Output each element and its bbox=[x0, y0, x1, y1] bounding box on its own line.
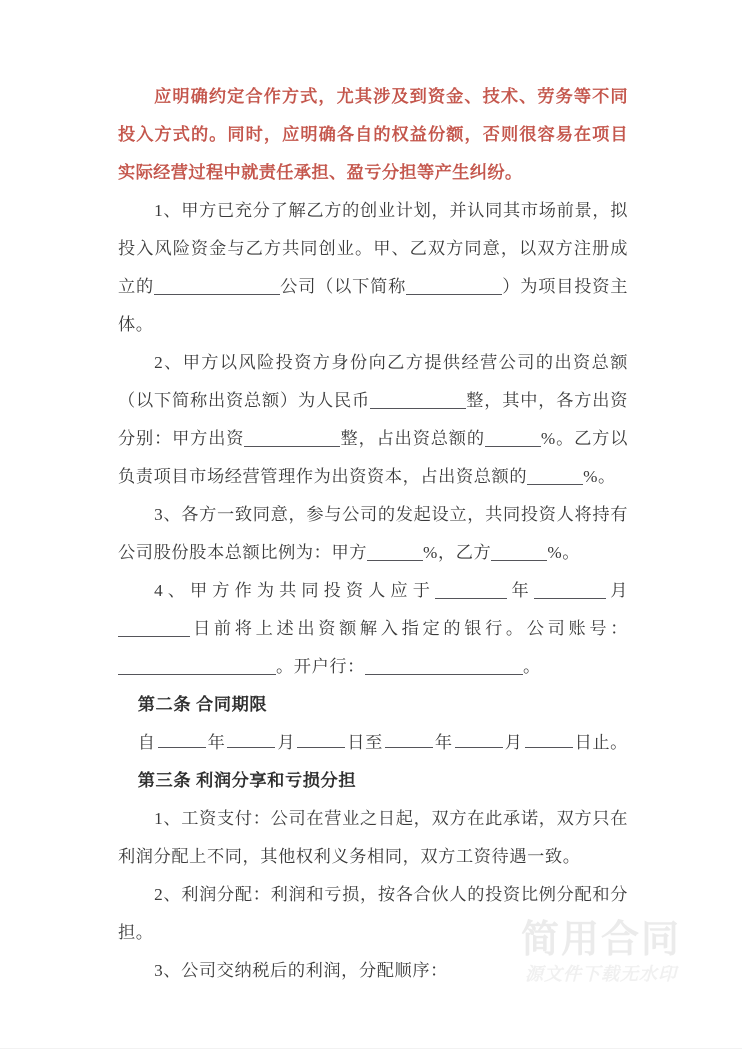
clause-item-2-text-a: 2、甲方以风险投资方身份向乙方提供经营公司的出资总额（以下简称出资总额）为人民币 bbox=[118, 353, 628, 410]
clause-three-heading: 第三条 利润分享和亏损分担 bbox=[137, 771, 357, 790]
clause-item-2-text-d: %。乙方以负责项目市场经营管理作为出资资本，占出资总额的 bbox=[118, 429, 628, 486]
clause-three-item-1: 1、工资支付：公司在营业之日起，双方在此承诺，双方只在利润分配上不同，其他权利义务相同，双方工资待遇一致。 bbox=[118, 809, 628, 866]
clause-three-item-3: 3、公司交纳税后的利润，分配顺序： bbox=[154, 961, 448, 980]
clause-item-4 bbox=[118, 572, 628, 686]
clause-item-1-text-a: 1、甲方已充分了解乙方的创业计划，并认同其市场前景，拟投入风险资金与乙方共同创业。甲、乙双方同意，以双方注册成立的 bbox=[118, 201, 628, 296]
contract-term-dateline bbox=[118, 724, 628, 762]
clause-item-2-text-c: 整，占出资总额的 bbox=[340, 429, 485, 448]
clause-item-1-text-b: 公司（以下简称 bbox=[279, 277, 407, 296]
dateline-year-label-2: 年 bbox=[434, 733, 453, 752]
blank-total-capital[interactable] bbox=[370, 392, 466, 409]
clause-item-4-text-c: 月 bbox=[605, 581, 628, 600]
clause-item-3-text-b: %，乙方 bbox=[423, 543, 492, 562]
blank-company-account[interactable] bbox=[118, 658, 276, 675]
dateline-month-label: 月 bbox=[277, 733, 296, 752]
blank-party-b-percent[interactable] bbox=[527, 468, 583, 485]
clause-item-4-text-b: 年 bbox=[506, 581, 534, 600]
intro-notice-paragraph: 应明确约定合作方式，尤其涉及到资金、技术、劳务等不同投入方式的。同时，应明确各自的权益份额，否则很容易在项目实际经营过程中就责任承担、盈亏分担等产生纠纷。 bbox=[118, 87, 628, 182]
blank-term-start-year[interactable] bbox=[158, 731, 206, 748]
clause-item-4-text-f: 。 bbox=[522, 657, 541, 676]
blank-term-end-month[interactable] bbox=[455, 731, 503, 748]
dateline-end-label: 日止。 bbox=[574, 733, 628, 752]
blank-share-party-a[interactable] bbox=[367, 544, 423, 561]
document-body bbox=[118, 78, 628, 990]
blank-party-a-percent[interactable] bbox=[485, 430, 541, 447]
blank-term-start-day[interactable] bbox=[297, 731, 345, 748]
clause-item-4-text-d: 日前将上述出资额解入指定的银行。公司账号： bbox=[190, 619, 628, 638]
clause-item-1-text-c: ）为项目投资主体。 bbox=[118, 277, 629, 334]
clause-item-1 bbox=[118, 192, 628, 344]
dateline-day-to-label: 日至 bbox=[347, 733, 383, 752]
blank-bank-branch[interactable] bbox=[365, 658, 523, 675]
clause-item-4-text-a: 4、甲方作为共同投资人应于 bbox=[154, 581, 435, 600]
watermark-brand-text: 简用合同 bbox=[520, 919, 681, 961]
blank-term-end-day[interactable] bbox=[525, 731, 573, 748]
blank-term-start-month[interactable] bbox=[227, 731, 275, 748]
clause-item-4-text-e: 。开户行： bbox=[276, 657, 365, 676]
blank-share-party-b[interactable] bbox=[491, 544, 547, 561]
clause-item-3-text-c: %。 bbox=[547, 543, 581, 562]
blank-company-name[interactable] bbox=[154, 278, 280, 295]
blank-company-short-name[interactable] bbox=[406, 278, 502, 295]
blank-party-a-capital[interactable] bbox=[244, 430, 340, 447]
blank-term-end-year[interactable] bbox=[385, 731, 433, 748]
blank-deposit-day[interactable] bbox=[118, 620, 190, 637]
blank-deposit-month[interactable] bbox=[534, 582, 606, 599]
clause-item-3 bbox=[118, 496, 628, 572]
clause-item-3-text-a: 3、各方一致同意，参与公司的发起设立，共同投资人将持有公司股份股本总额比例为：甲方 bbox=[118, 505, 628, 562]
dateline-from-label: 自 bbox=[137, 733, 156, 752]
clause-item-2 bbox=[118, 344, 628, 496]
dateline-year-label: 年 bbox=[207, 733, 226, 752]
clause-two-heading: 第二条 合同期限 bbox=[137, 695, 268, 714]
clause-item-2-text-e: %。 bbox=[583, 467, 616, 486]
blank-deposit-year[interactable] bbox=[435, 582, 507, 599]
watermark-subtitle-text: 源文件下载无水印 bbox=[525, 964, 677, 984]
dateline-month-label-2: 月 bbox=[504, 733, 523, 752]
clause-item-2-text-b: 整，其中，各方出资分别：甲方出资 bbox=[118, 391, 628, 448]
clause-three-item-2: 2、利润分配：利润和亏损，按各合伙人的投资比例分配和分担。 bbox=[118, 885, 628, 942]
